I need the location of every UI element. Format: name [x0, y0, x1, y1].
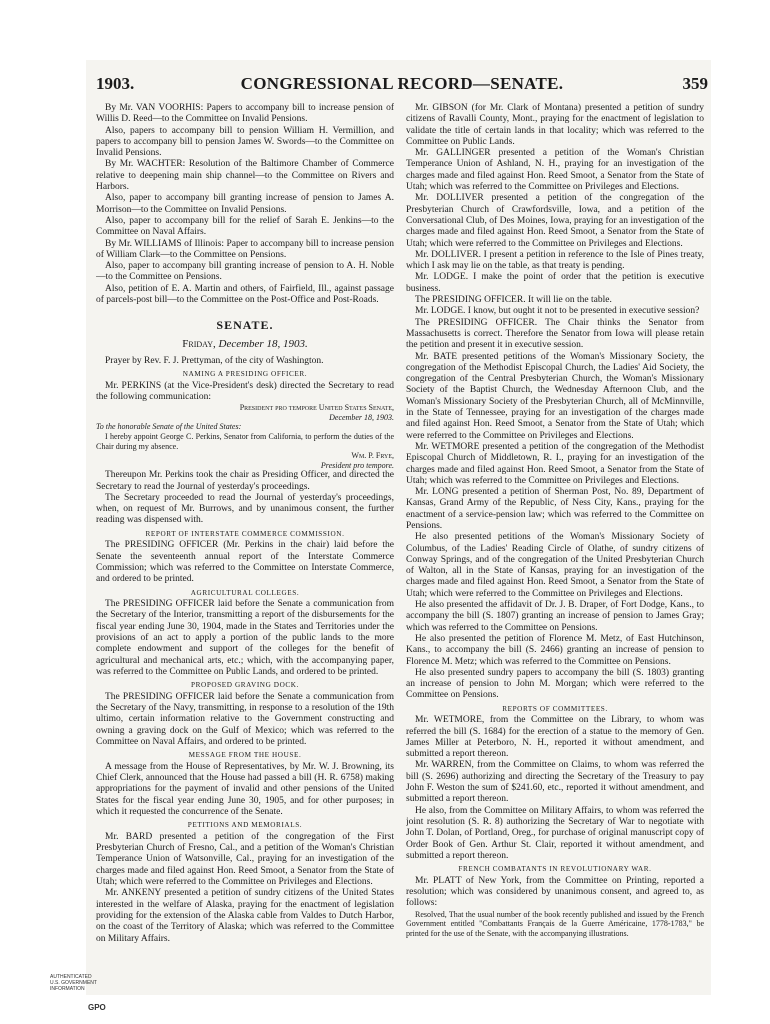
subheading: FRENCH COMBATANTS IN REVOLUTIONARY WAR.	[458, 865, 652, 874]
subheading: MESSAGE FROM THE HOUSE.	[188, 751, 302, 760]
paragraph: He also presented the petition of Florence M. Metz, of East Hutchinson, Kans., to accompany the bill (S. 2466) granting an increase of pension to Florence M. Metz; which was referred to the Committee on Pensions.	[406, 633, 704, 667]
subheading: AGRICULTURAL COLLEGES.	[190, 588, 300, 597]
subheading: REPORTS OF COMMITTEES.	[502, 704, 608, 713]
paragraph: Mr. ANKENY presented a petition of sundry citizens of the United States interested in the welfare of Alaska, praying for the enactment of legislation providing for the extension of the Alaska cable from Valdes to Dutch Harbor, on the coast of the Territory of Alaska; which was referred to the Committee on Military Affairs.	[96, 888, 394, 944]
auth-line: INFORMATION	[50, 985, 85, 992]
session-date	[96, 338, 394, 351]
paragraph: Mr. LODGE. I know, but ought it not to be presented in executive session?	[415, 306, 700, 317]
prayer-line: Prayer by Rev. F. J. Prettyman, of the city of Washington.	[105, 355, 324, 366]
right-column	[406, 103, 704, 963]
subheading: NAMING A PRESIDING OFFICER.	[182, 369, 308, 378]
subheading: PETITIONS AND MEMORIALS.	[187, 821, 303, 830]
date-rest: December 18, 1903.	[218, 337, 308, 350]
gpo-authentication-seal	[50, 975, 110, 1015]
paragraph: Mr. DOLLIVER presented a petition of the congregation of the Presbyterian Church of Crawfordsville, Iowa, and a petition of the Conversational Club, of Des Moines, Iowa, praying for an investigation of the charges made and filed against Hon. Reed Smoot, a Senator from the State of Utah; which were referred to the Committee on Privileges and Elections.	[406, 193, 704, 249]
paragraph: Mr. DOLLIVER. I present a petition in reference to the Isle of Pines treaty, which I ask may lie on the table, as that treaty is pending.	[406, 249, 704, 272]
paragraph: Also, paper to accompany bill granting increase of pension to James A. Morrison—to the Committee on Invalid Pensions.	[96, 193, 394, 215]
paragraph: Mr. WETMORE presented a petition of the congregation of the Methodist Episcopal Church of Middletown, R. I., praying for an investigation of the charges made and filed against Hon. Reed Smoot, a Senator from the State of Utah; which was referred to the Committee on Privileges and Elections.	[406, 441, 704, 486]
auth-line: AUTHENTICATED	[50, 974, 92, 980]
header-page-number: 359	[682, 74, 708, 93]
paragraph: The PRESIDING OFFICER laid before the Senate a communication from the Secretary of the Interior, transmitting a report of the disbursements for the fiscal year ending June 30, 1904, made in the States and Territories under the provisions of an act to apply a portion of the public lands to the more complete endowment and support of the colleges for the benefit of agricultural and mechanical arts, etc.; which, with the accompanying paper, was referred to the Committee on Public Lands, and ordered to be printed.	[96, 599, 394, 677]
paragraph: Mr. GIBSON (for Mr. Clark of Montana) presented a petition of sundry citizens of Ravalli County, Mont., praying for the enactment of legislation to validate the title of certain lands in that locality; which was referred to the Committee on Public Lands.	[406, 103, 704, 147]
paragraph: He also, from the Committee on Military Affairs, to whom was referred the joint resolution (S. R. 8) authorizing the Secretary of War to negotiate with John T. Dolan, of Portland, Oreg., for purchase of original manuscript copy of Order Book of Gen. Arthur St. Clair, reported it without amendment, and submitted a report thereon.	[406, 805, 704, 861]
paragraph: A message from the House of Representatives, by Mr. W. J. Browning, its Chief Clerk, announced that the House had passed a bill (H. R. 6758) making appropriations for the payment of invalid and other pensions of the United States for the fiscal year ending June 30, 1905, and for other purposes; in which it requested the concurrence of the Senate.	[96, 761, 394, 817]
header-year: 1903.	[96, 74, 135, 93]
letter-letterhead: President pro tempore United States Senate,	[239, 403, 394, 413]
paragraph: Also, paper to accompany bill for the relief of Sarah E. Jenkins—to the Committee on Naval Affairs.	[96, 215, 394, 238]
paragraph: The PRESIDING OFFICER laid before the Senate a communication from the Secretary of the Navy, transmitting, in response to a resolution of the 19th ultimo, certain information relative to the Government constructing and owning a graving dock on the Gulf of Mexico; which was referred to the Committee on Naval Affairs, and ordered to be printed.	[96, 691, 394, 747]
paragraph: Also, papers to accompany bill to pension William H. Vermillion, and papers to accompany bill to pension James W. Swords—to the Committee on Invalid Pensions.	[96, 125, 394, 159]
paragraph: The PRESIDING OFFICER. It will lie on the table.	[415, 295, 612, 306]
paragraph: Mr. PERKINS (at the Vice-President's desk) directed the Secretary to read the following communication:	[96, 380, 394, 402]
paragraph: Mr. LONG presented a petition of Sherman Post, No. 89, Department of Kansas, Grand Army of the Republic, of Ness City, Kans., praying for the enactment of a service-pension law; which was referred to the Committee on Pensions.	[406, 487, 704, 531]
letter-body: I hereby appoint George C. Perkins, Senator from California, to perform the duties of the Chair during my absence.	[96, 431, 394, 451]
left-column	[96, 103, 394, 963]
paragraph: Also, paper to accompany bill granting increase of pension to A. H. Noble—to the Committee on Pensions.	[96, 261, 394, 283]
paragraph: Mr. WARREN, from the Committee on Claims, to whom was referred the bill (S. 2696) authorizing and directing the Secretary of the Treasury to pay John F. Weston the sum of $241.60, etc., reported it without amendment, and submitted a report thereon.	[406, 760, 704, 805]
paragraph: By Mr. VAN VOORHIS: Papers to accompany bill to increase pension of Willis D. Reed—to the Committee on Invalid Pensions.	[96, 103, 394, 125]
date-day: Friday,	[182, 337, 216, 350]
letter-date: December 18, 1903.	[329, 412, 394, 422]
paragraph: He also presented petitions of the Woman's Missionary Society of Columbus, of the Ladies' Reading Circle of Olathe, of sundry citizens of Conway Springs, and of the congregation of the United Presbyterian Church of Walton, all in the State of Kansas, praying for an investigation of the charges made and filed against Hon. Reed Smoot, a Senator from the State of Utah; which were referred to the Committee on Privileges and Elections.	[406, 532, 704, 599]
paragraph: He also presented the affidavit of Dr. J. B. Draper, of Fort Dodge, Kans., to accompany the bill (S. 1807) granting an increase of pension to James Gray; which was referred to the Committee on Pensions.	[406, 600, 704, 633]
paragraph: Mr. WETMORE, from the Committee on the Library, to whom was referred the bill (S. 1684) for the erection of a statue to the memory of Gen. James Miller at Peterboro, N. H., reported it without amendment, and submitted a report thereon.	[406, 715, 704, 760]
paragraph: Mr. GALLINGER presented a petition of the Woman's Christian Temperance Union of Ashland, N. H., praying for an investigation of the charges made and filed against Hon. Reed Smoot, a Senator from the State of Utah; which was referred to the Committee on Privileges and Elections.	[406, 148, 704, 193]
paragraph: Thereupon Mr. Perkins took the chair as Presiding Officer, and directed the Secretary to read the Journal of yesterday's proceedings.	[96, 470, 394, 492]
paragraph: Mr. BARD presented a petition of the congregation of the First Presbyterian Church of Fresno, Cal., and a petition of the Woman's Christian Temperance Union of Watsonville, Cal., praying for an investigation of the charges made and filed against Hon. Reed Smoot, a Senator from the State of Utah; which were referred to the Committee on Privileges and Elections.	[96, 831, 394, 888]
paragraph: Mr. LODGE. I make the point of order that the petition is executive business.	[406, 272, 704, 294]
section-heading-senate: SENATE.	[216, 318, 274, 333]
letter-signature-title: President pro tempore.	[320, 460, 394, 470]
letter-salutation: To the honorable Senate of the United States:	[96, 422, 242, 432]
gpo-logo: GPO	[88, 1003, 106, 1012]
auth-line: U.S. GOVERNMENT	[50, 979, 97, 986]
subheading: PROPOSED GRAVING DOCK.	[191, 681, 299, 690]
paragraph: The PRESIDING OFFICER (Mr. Perkins in the chair) laid before the Senate the seventeenth annual report of the Interstate Commerce Commission; which was referred to the Committee on Interstate Commerce, and ordered to be printed.	[96, 540, 394, 585]
paragraph: By Mr. WACHTER: Resolution of the Baltimore Chamber of Commerce relative to deepening main ship channel—to the Committee on Rivers and Harbors.	[96, 159, 394, 193]
paragraph: The PRESIDING OFFICER. The Chair thinks the Senator from Massachusetts is correct. Therefore the Senator from Iowa will please retain the petition and present it in executive session.	[406, 317, 704, 351]
paragraph: Mr. PLATT of New York, from the Committee on Printing, reported a resolution; which was considered by unanimous consent, and agreed to, as follows:	[406, 875, 704, 909]
paragraph: By Mr. WILLIAMS of Illinois: Paper to accompany bill to increase pension of William Clark—to the Committee on Pensions.	[96, 238, 394, 260]
paragraph: The Secretary proceeded to read the Journal of yesterday's proceedings, when, on request of Mr. Burrows, and by unanimous consent, the further reading was dispensed with.	[96, 492, 394, 526]
paragraph: Mr. BATE presented petitions of the Woman's Missionary Society, the congregation of the Methodist Episcopal Church, the Ladies' Aid Society, the congregation of the Central Presbyterian Church, the Woman's Missionary Society of the Baptist Church, the Wednesday Afternoon Club, and the Woman's Missionary Society of the Presbyterian Church, all of McMinnville, in the State of Tennessee, praying for an investigation of the charges made and filed against Hon. Reed Smoot, a Senator from the State of Utah; which were referred to the Committee on Privileges and Elections.	[406, 351, 704, 441]
letter-signature: Wm. P. Frye,	[351, 451, 394, 461]
paragraph: Also, petition of E. A. Martin and others, of Fairfield, Ill., against passage of parcels-post bill—to the Committee on the Post-Office and Post-Roads.	[96, 283, 394, 306]
header-title: CONGRESSIONAL RECORD—SENATE.	[240, 74, 564, 93]
page-header	[96, 74, 708, 96]
subheading: REPORT OF INTERSTATE COMMERCE COMMISSION.	[145, 529, 345, 538]
paragraph: He also presented sundry papers to accompany the bill (S. 1803) granting an increase of pension to John M. Morgan; which were referred to the Committee on Pensions.	[406, 667, 704, 701]
resolution-text: Resolved, That the usual number of the book recently published and issued by the French Government entitled "Combattants Français de la Guerre Américaine, 1778-1783," be printed for the use of the Senate, with the accompanying illustrations.	[406, 909, 704, 938]
